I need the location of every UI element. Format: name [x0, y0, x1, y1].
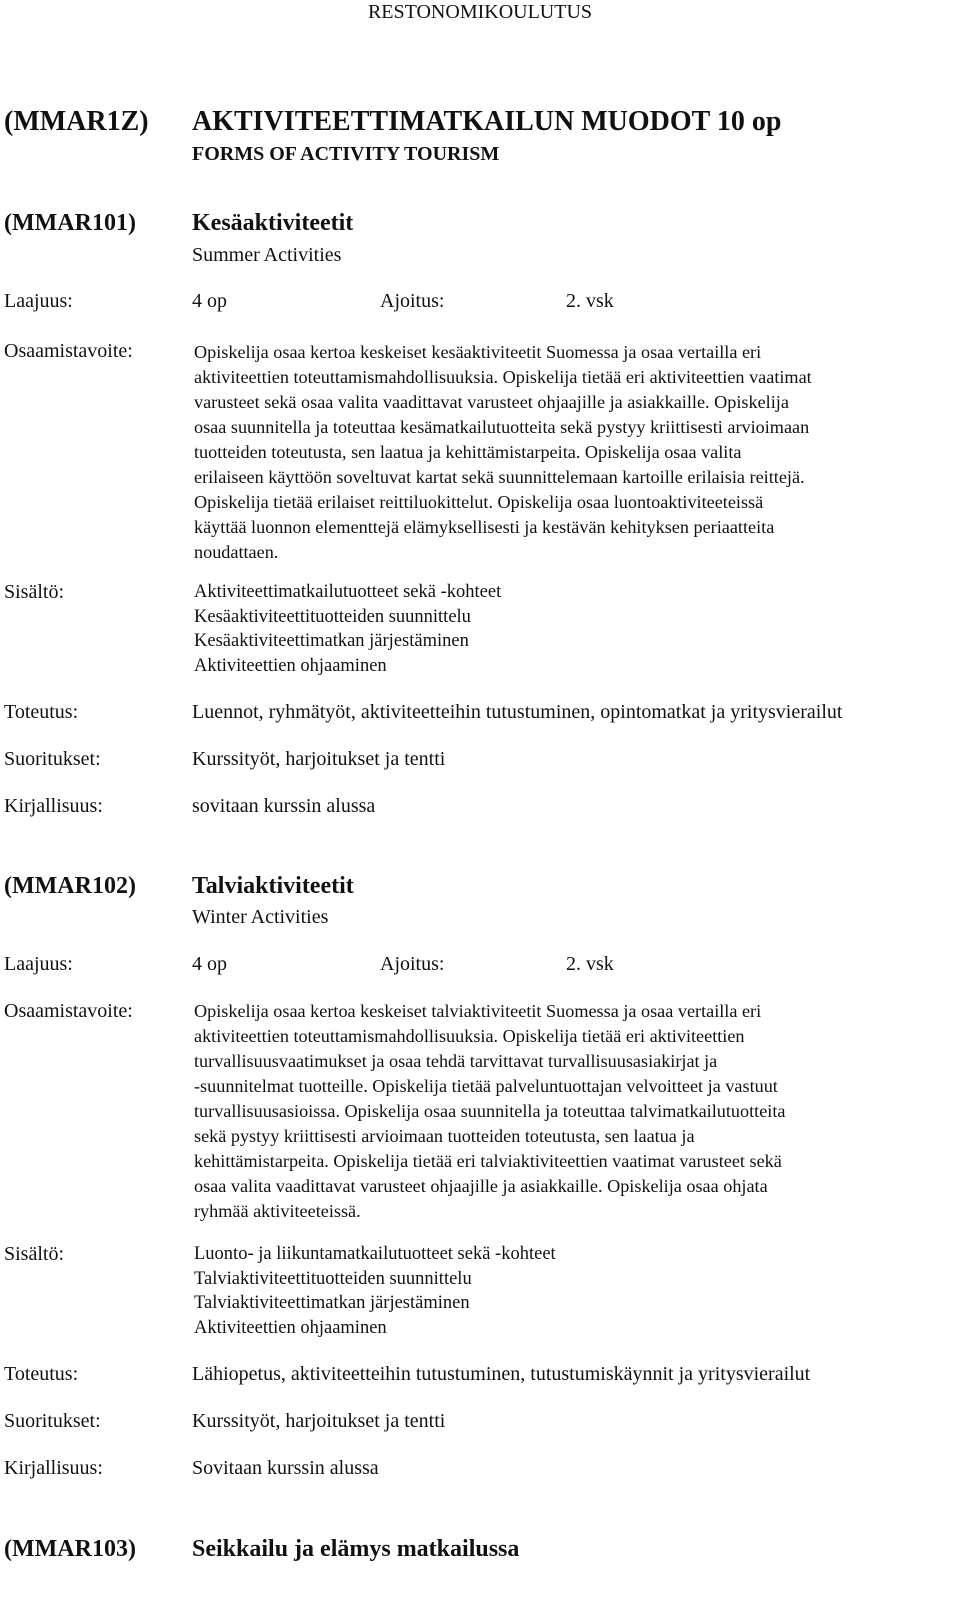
- objectives-line: Opiskelija tietää erilaiset reittiluokittelut. Opiskelija osaa luontoaktiviteeteissä: [194, 492, 764, 512]
- objectives-line: Opiskelija osaa kertoa keskeiset talviaktiviteetit Suomessa ja osaa vertailla eri: [194, 1001, 762, 1021]
- content-list: [194, 1242, 556, 1340]
- objectives-line: noudattaen.: [194, 542, 279, 562]
- objectives-line: sekä pystyy kriittisesti arvioimaan tuotteiden toteutusta, sen laatua ja: [194, 1126, 695, 1146]
- objectives-line: varusteet sekä osaa valita vaadittavat varusteet ohjaajille ja asiakkaille. Opiskelija: [194, 392, 789, 412]
- content-list: [194, 580, 501, 678]
- objectives-text: [194, 999, 929, 1224]
- objectives-line: ryhmää aktiviteeteissä.: [194, 1201, 361, 1221]
- content-item: Luonto- ja liikuntamatkailutuotteet sekä -kohteet: [194, 1244, 556, 1264]
- content-item: Kesäaktiviteettituotteiden suunnittelu: [194, 606, 471, 627]
- objectives-line: -suunnitelmat tuotteille. Opiskelija tietää palveluntuottajan velvoitteet ja vastuut: [194, 1076, 778, 1096]
- course-title-en: Summer Activities: [192, 244, 342, 266]
- objectives-label: Osaamistavoite:: [4, 340, 133, 362]
- completion-value: Kurssityöt, harjoitukset ja tentti: [192, 1410, 446, 1432]
- course-code: (MMAR102): [4, 873, 136, 899]
- objectives-line: turvallisuusasioissa. Opiskelija osaa suunnitella ja toteuttaa talvimatkailutuotteita: [194, 1101, 786, 1121]
- scope-label: Laajuus:: [4, 953, 73, 975]
- module-subtitle: FORMS OF ACTIVITY TOURISM: [192, 143, 500, 165]
- objectives-line: aktiviteettien toteuttamismahdollisuuksia. Opiskelija tietää eri aktiviteettien vaatimat: [194, 367, 812, 387]
- document-header: RESTONOMIKOULUTUS: [367, 1, 593, 23]
- content-item: Talviaktiviteettituotteiden suunnittelu: [194, 1268, 472, 1289]
- timing-label: Ajoitus:: [380, 953, 445, 975]
- literature-value: sovitaan kurssin alussa: [192, 795, 376, 817]
- objectives-line: osaa valita vaadittavat varusteet ohjaajille ja asiakkaille. Opiskelija osaa ohjata: [194, 1176, 768, 1196]
- content-item: Kesäaktiviteettimatkan järjestäminen: [194, 631, 469, 651]
- literature-value: Sovitaan kurssin alussa: [192, 1457, 379, 1479]
- objectives-text: [194, 340, 929, 565]
- implementation-label: Toteutus:: [4, 1363, 79, 1385]
- module-title: AKTIVITEETTIMATKAILUN MUODOT 10 op: [192, 106, 782, 137]
- objectives-label: Osaamistavoite:: [4, 1000, 133, 1022]
- timing-value: 2. vsk: [566, 290, 614, 312]
- scope-value: 4 op: [192, 953, 227, 975]
- implementation-value: Luennot, ryhmätyöt, aktiviteetteihin tutustuminen, opintomatkat ja yritysvierailut: [192, 701, 843, 723]
- content-label: Sisältö:: [4, 1243, 65, 1265]
- implementation-label: Toteutus:: [4, 701, 79, 723]
- objectives-line: kehittämistarpeita. Opiskelija tietää eri talviaktiviteettien vaatimat varusteet sekä: [194, 1151, 782, 1171]
- module-code: (MMAR1Z): [4, 106, 149, 137]
- content-item: Aktiviteettimatkailutuotteet sekä -kohteet: [194, 582, 502, 602]
- timing-label: Ajoitus:: [380, 290, 445, 312]
- content-label: Sisältö:: [4, 581, 65, 603]
- objectives-line: käyttää luonnon elementtejä elämyksellisesti ja kestävän kehityksen periaatteita: [194, 517, 775, 537]
- content-item: Aktiviteettien ohjaaminen: [194, 1317, 387, 1338]
- literature-label: Kirjallisuus:: [4, 795, 103, 817]
- scope-value: 4 op: [192, 290, 227, 312]
- completion-label: Suoritukset:: [4, 1410, 101, 1432]
- completion-value: Kurssityöt, harjoitukset ja tentti: [192, 748, 446, 770]
- objectives-line: Opiskelija osaa kertoa keskeiset kesäaktiviteetit Suomessa ja osaa vertailla eri: [194, 342, 762, 362]
- objectives-line: tuotteiden toteutusta, sen laatua ja kehittämistarpeita. Opiskelija osaa valita: [194, 442, 742, 462]
- course-title-en: Winter Activities: [192, 906, 329, 928]
- objectives-line: erilaiseen käyttöön soveltuvat kartat sekä suunnittelemaan kartoille erilaisia reittejä.: [194, 467, 805, 487]
- course-title: Seikkailu ja elämys matkailussa: [192, 1536, 520, 1562]
- course-title: Talviaktiviteetit: [192, 873, 354, 899]
- timing-value: 2. vsk: [566, 953, 614, 975]
- completion-label: Suoritukset:: [4, 748, 101, 770]
- course-code: (MMAR103): [4, 1536, 136, 1562]
- course-code: (MMAR101): [4, 210, 136, 236]
- objectives-line: turvallisuusvaatimukset ja osaa tehdä tarvittavat turvallisuusasiakirjat ja: [194, 1051, 718, 1071]
- content-item: Talviaktiviteettimatkan järjestäminen: [194, 1293, 470, 1313]
- objectives-line: osaa suunnitella ja toteuttaa kesämatkailutuotteita sekä pystyy kriittisesti arvioimaan: [194, 417, 810, 437]
- implementation-value: Lähiopetus, aktiviteetteihin tutustuminen, tutustumiskäynnit ja yritysvierailut: [192, 1363, 811, 1385]
- objectives-line: aktiviteettien toteuttamismahdollisuuksia. Opiskelija tietää eri aktiviteettien: [194, 1026, 745, 1046]
- literature-label: Kirjallisuus:: [4, 1457, 103, 1479]
- course-title: Kesäaktiviteetit: [192, 210, 354, 236]
- content-item: Aktiviteettien ohjaaminen: [194, 655, 387, 676]
- scope-label: Laajuus:: [4, 290, 73, 312]
